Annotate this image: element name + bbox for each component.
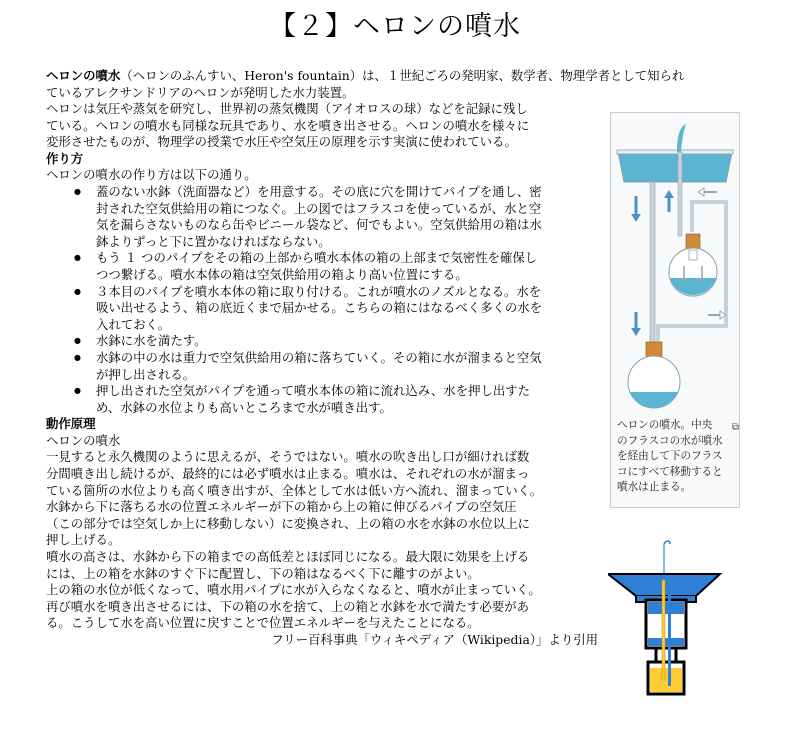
principle-line: 噴水の高さは、水鉢から下の箱までの高低差とほぼ同じになる。最大限に効果を上げる xyxy=(46,549,530,565)
citation: フリー百科事典「ウィキペディア（Wikipedia）」より引用 xyxy=(271,632,598,647)
figure-caption: ヘロンの噴水。中央 のフラスコの水が噴水 を経由して下のフラス コにすべて移動すると 噴水は止まる。 ⧉ xyxy=(617,419,739,494)
list-item: ● 水鉢に水を満たす。 xyxy=(96,333,598,350)
enlarge-icon[interactable]: ⧉ xyxy=(731,422,739,433)
list-item: ● ３本目のパイプを噴水本体の箱に取り付ける。これが噴水のノズルとなる。水を 吸い出せるよう、箱の底近くまで届かせる。こちらの箱にはなるべく多くの水を 入れておく。 xyxy=(96,284,598,334)
principle-line: ている箇所の水位よりも高く噴き出すが、全体として水は低い方へ流れ、溜まっていく。 xyxy=(46,482,543,498)
intro-paragraph xyxy=(46,68,752,101)
list-item: ● もう １ つのパイプをその箱の上部から噴水本体の箱の上部まで気密性を確保し つつ繋げる。噴水本体の箱は空気供給用の箱より高い位置にする。 xyxy=(96,250,598,283)
section-heading-make: 作り方 xyxy=(46,150,84,166)
principle-line: には、上の箱を水鉢のすぐ下に配置し、下の箱はなるべく下に離すのがよい。 xyxy=(46,565,480,581)
make-steps-list xyxy=(46,184,598,416)
principle-line: 上の箱の水位が低くなって、噴水用パイプに水が入らなくなると、噴水が止まっていく。 xyxy=(46,582,541,598)
principle-line: る。こうして水を高い位置に戻すことで位置エネルギーを与えたことになる。 xyxy=(46,615,480,631)
principle-line: 水鉢から下に落ちる水の位置エネルギーが下の箱から上の箱に伸びるパイプの空気圧 xyxy=(46,499,517,515)
figure-heron-fountain xyxy=(610,112,740,508)
main-column xyxy=(46,101,598,649)
para2-line: ヘロンは気圧や蒸気を研究し、世界初の蒸気機関（アイオロスの球）などを記録に残し xyxy=(46,101,528,116)
list-item: ● 水鉢の中の水は重力で空気供給用の箱に落ちていく。その箱に水が溜まると空気 が押し出される。 xyxy=(96,350,598,383)
section-make-lead: ヘロンの噴水の作り方は以下の通り。 xyxy=(46,167,257,183)
list-item: ● 押し出された空気がパイプを通って噴水本体の箱に流れ込み、水を押し出すた め、水鉢の水位よりも高いところまで水が噴き出す。 xyxy=(96,383,598,416)
fountain-schematic-diagram xyxy=(608,540,732,698)
figure-fountain-schematic xyxy=(608,540,732,703)
principle-line: 押し上げる。 xyxy=(46,532,121,548)
principle-line: （この部分では空気しか上に移動しない）に変換され、上の箱の水を水鉢の水位以上に xyxy=(46,515,530,531)
principle-line: 一見すると永久機関のように思えるが、そうではない。噴水の吹き出し口が細ければ数 xyxy=(46,449,530,465)
intro-line-1: （ヘロンのふんすい、Heron's fountain）は、１世紀ごろの発明家、数学者、物理学者として知られ xyxy=(120,68,685,83)
section-heading-principle: 動作原理 xyxy=(46,416,96,432)
intro-line-2: ているアレクサンドリアのヘロンが発明した水力装置。 xyxy=(46,84,355,100)
intro-term: ヘロンの噴水 xyxy=(46,68,121,83)
page-title: 【２】ヘロンの噴水 xyxy=(269,11,521,42)
principle-line: 再び噴水を噴き出させるには、下の箱の水を捨て、上の箱と水鉢を水で満たす必要があ xyxy=(46,598,529,614)
principle-line: 分間噴き出し続けるが、最終的には必ず噴水は止まる。噴水は、それぞれの水が溜まっ xyxy=(46,466,530,482)
para2-line: ている。ヘロンの噴水も同様な玩具であり、水を噴き出させる。ヘロンの噴水を様々に xyxy=(46,117,530,133)
list-item: ● 蓋のない水鉢（洗面器など）を用意する。その底に穴を開けてパイプを通し、密 封された空気供給用の箱につなぐ。上の図ではフラスコを使っているが、水と空 気を漏らさないものなら缶やビニール袋など、何でもよい。空気供給用の箱は水 鉢よりずっと下に置かなければならない。 xyxy=(96,184,598,250)
heron-fountain-diagram xyxy=(614,116,736,416)
section-principle-sub: ヘロンの噴水 xyxy=(46,432,121,448)
para2-line: 変形させたものが、物理学の授業で水圧や空気圧の原理を示す実演に使われている。 xyxy=(46,134,517,150)
